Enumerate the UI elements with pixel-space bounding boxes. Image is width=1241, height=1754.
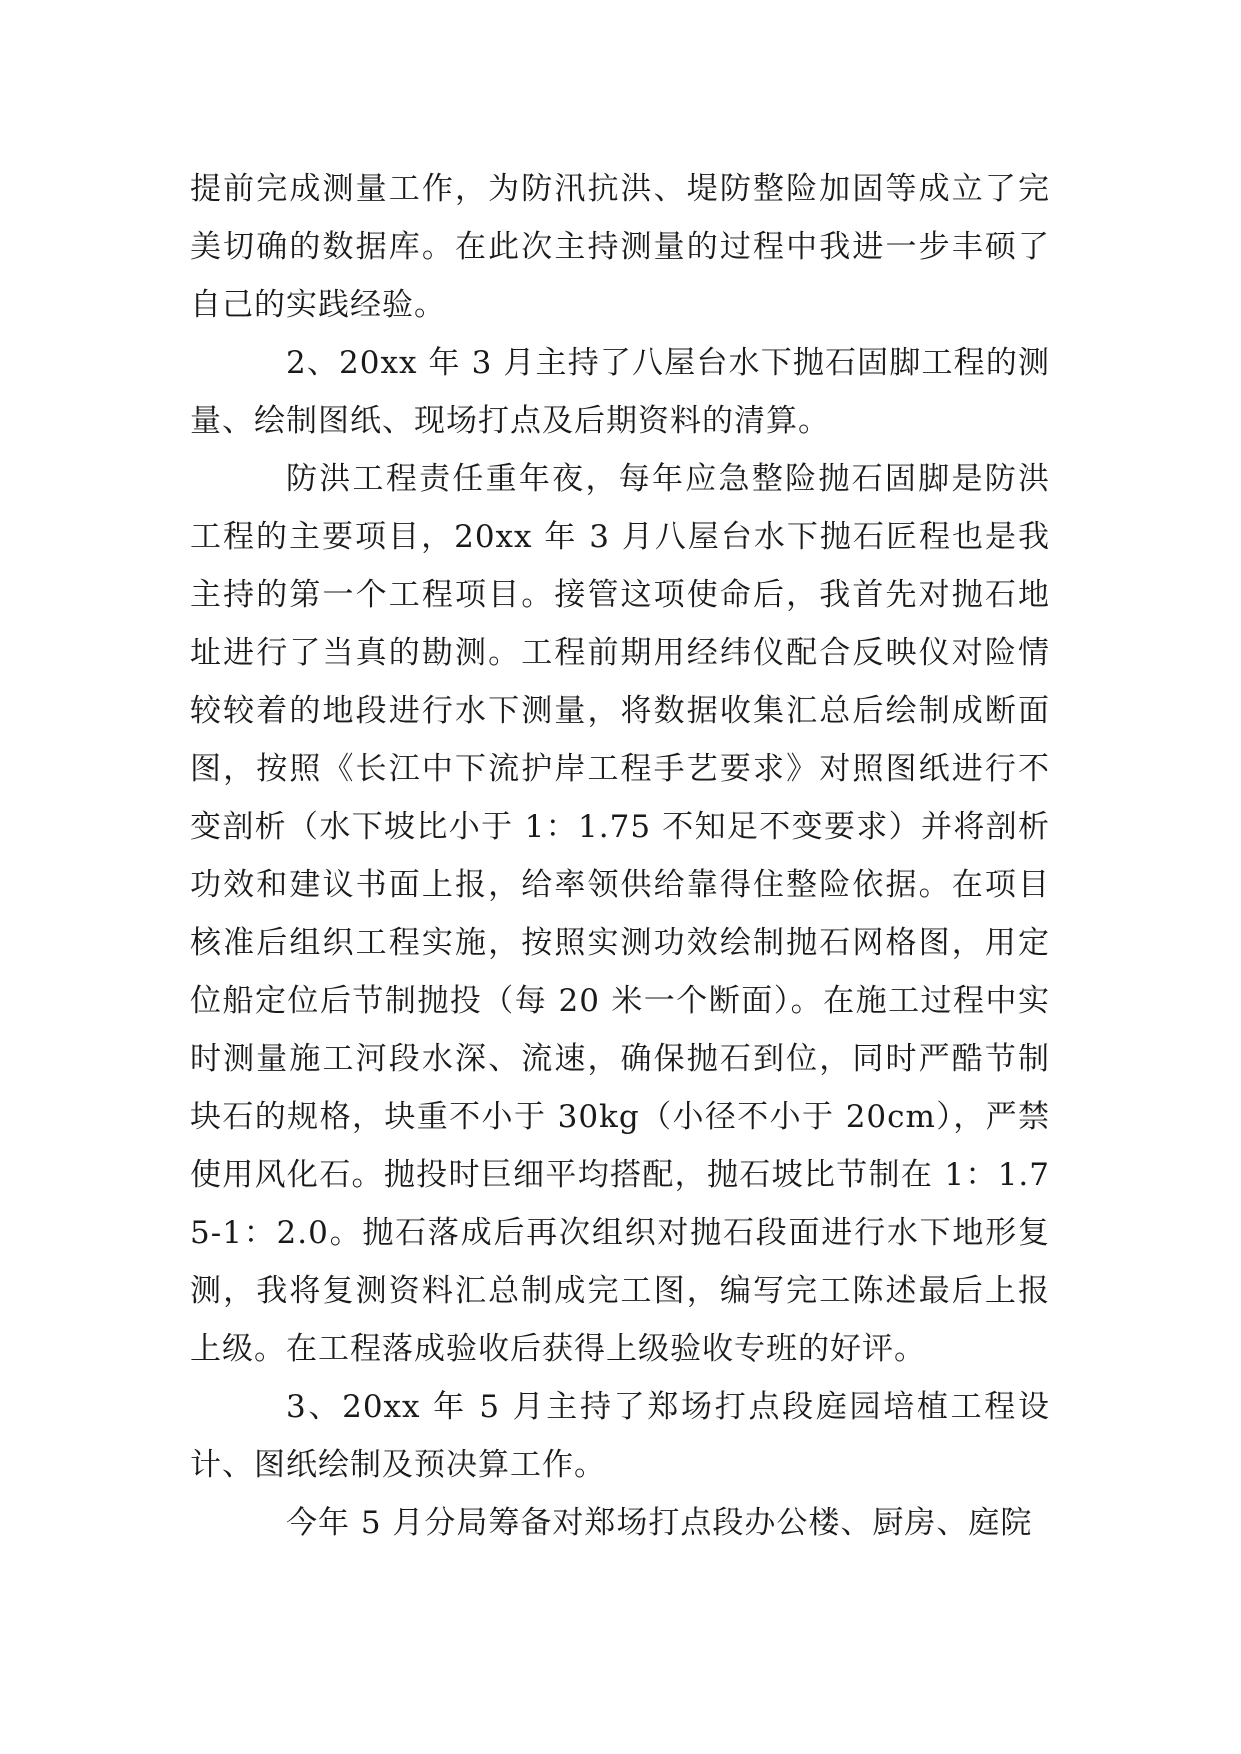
paragraph-2: 2、20xx 年 3 月主持了八屋台水下抛石固脚工程的测量、绘制图纸、现场打点及后期资料的清算。 — [190, 345, 1050, 439]
paragraph-4: 3、20xx 年 5 月主持了郑场打点段庭园培植工程设计、图纸绘制及预决算工作。 — [190, 1389, 1050, 1483]
document-body — [190, 160, 1050, 1552]
paragraph-5: 今年 5 月分局筹备对郑场打点段办公楼、厨房、庭院 — [286, 1505, 1033, 1541]
paragraph-1: 提前完成测量工作，为防汛抗洪、堤防整险加固等成立了完美切确的数据库。在此次主持测量的过程中我进一步丰硕了自己的实践经验。 — [190, 171, 1050, 323]
paragraph-3: 防洪工程责任重年夜，每年应急整险抛石固脚是防洪工程的主要项目，20xx 年 3 月八屋台水下抛石匠程也是我主持的第一个工程项目。接管这项使命后，我首先对抛石地址进行了当真的勘测。工程前期用经纬仪配合反映仪对险情较较着的地段进行水下测量，将数据收集汇总后绘制成断面图，按照《长江中下流护岸工程手艺要求》对照图纸进行不变剖析（水下坡比小于 1：1.75 不知足不变要求）并将剖析功效和建议书面上报，给率领供给靠得住整险依据。在项目核准后组织工程实施，按照实测功效绘制抛石网格图，用定位船定位后节制抛投（每 20 米一个断面）。在施工过程中实时测量施工河段水深、流速，确保抛石到位，同时严酷节制块石的规格，块重不小于 30kg（小径不小于 20cm），严禁使用风化石。抛投时巨细平均搭配，抛石坡比节制在 1：1.75-1：2.0。抛石落成后再次组织对抛石段面进行水下地形复测，我将复测资料汇总制成完工图，编写完工陈述最后上报上级。在工程落成验收后获得上级验收专班的好评。 — [190, 461, 1050, 1367]
